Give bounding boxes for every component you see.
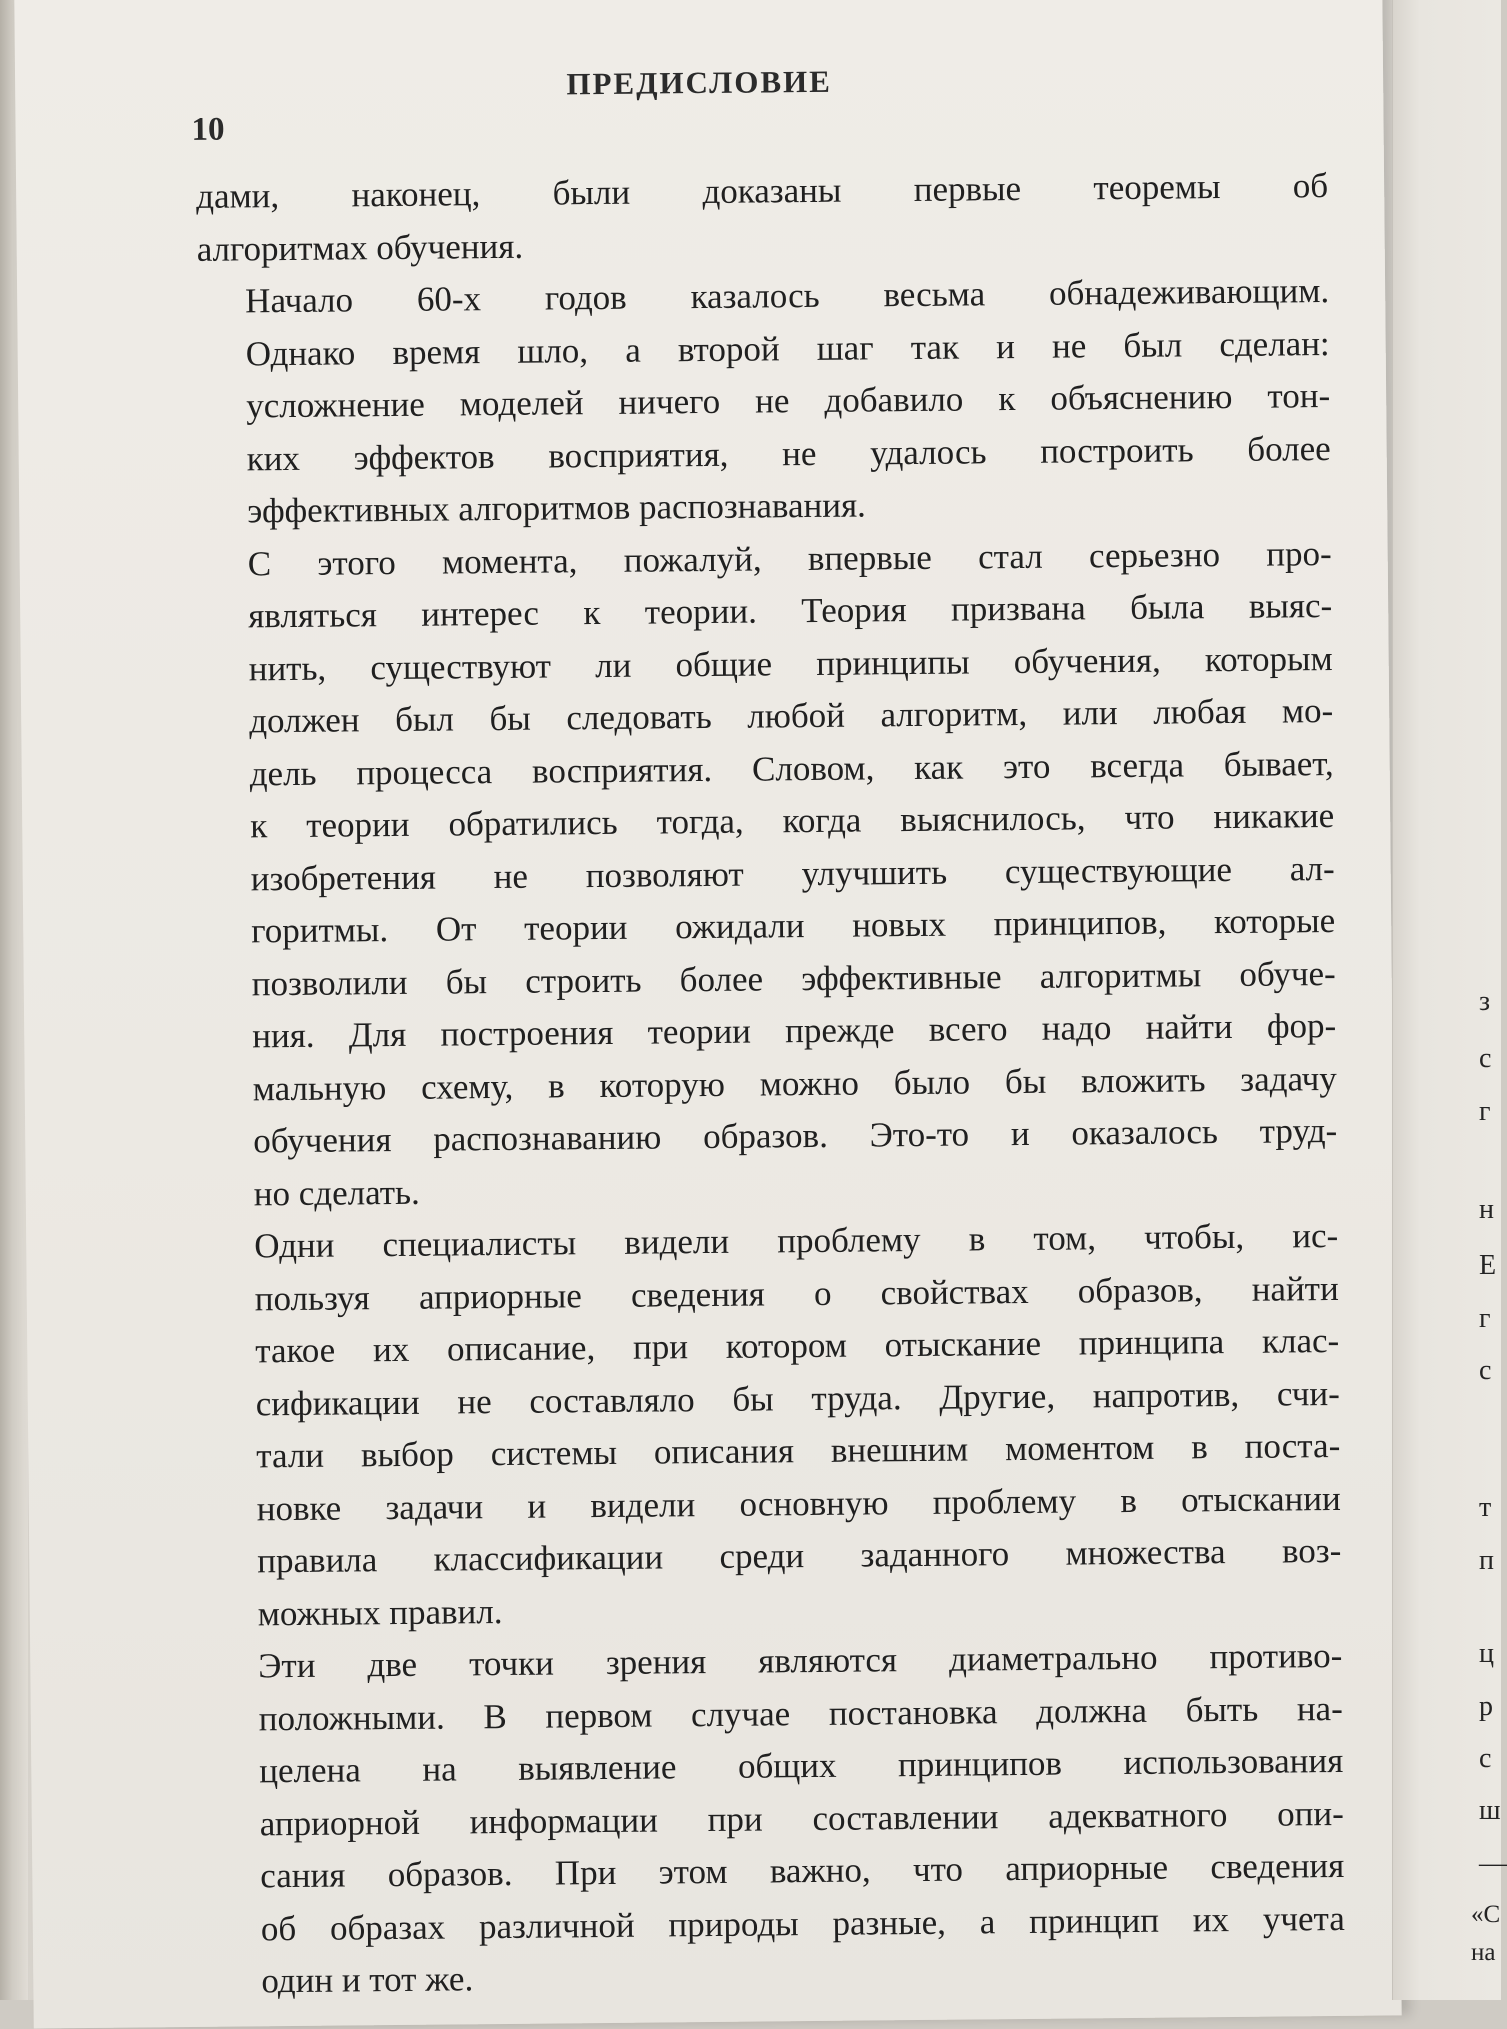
text-line: такое их описание, при котором отыскание принципа клас- [255,1320,1340,1371]
text-line: С этого момента, пожалуй, впервые стал серьезно про- [247,533,1332,583]
text-line: являться интерес к теории. Теория призвана была выяс- [248,585,1333,636]
text-line: новке задачи и видели основную проблему в отыскании [256,1478,1341,1528]
adjacent-page-fragment: з [1479,986,1491,1017]
paragraph-5 [210,1630,1345,2008]
adjacent-page-fragment: на [1471,1939,1496,1966]
text-line: дами, наконец, были доказаны первые теоремы об [196,166,1329,216]
adjacent-page-fragment: н [1479,1194,1494,1225]
adjacent-page-fragment: ш [1479,1795,1501,1826]
adjacent-page-fragment: г [1479,1096,1491,1127]
adjacent-page-edge [1392,0,1507,2000]
adjacent-page-fragment: р [1479,1691,1493,1722]
paragraph-3 [199,527,1337,1220]
text-line: Начало 60-х годов казалось весьма обнадеживающим. [245,271,1330,321]
adjacent-page-fragment: с [1479,1043,1492,1074]
text-line: эффективных алгоритмов распознавания. [247,485,867,531]
text-line: об образах различной природы разные, а принцип их учета [260,1898,1345,1948]
text-line: Одни специалисты видели проблему в том, чтобы, ис- [254,1215,1339,1266]
running-header: ПРЕДИСЛОВИЕ [566,63,833,102]
text-line: позволили бы строить более эффективные алгоритмы обуче- [251,953,1336,1003]
text-line: алгоритмах обучения. [196,226,524,269]
text-line: дель процесса восприятия. Словом, как это всегда бывает, [249,743,1334,793]
text-line: нить, существуют ли общие принципы обучения, которым [248,638,1333,688]
text-line: обучения распознаванию образов. Это-то и оказалось труд- [253,1110,1338,1161]
text-line: к теории обратились тогда, когда выяснилось, что никакие [250,795,1335,846]
text-line: положными. В первом случае постановка должна быть на- [258,1688,1343,1738]
text-line: должен был бы следовать любой алгоритм, или любая мо- [249,690,1334,741]
text-line: целена на выявление общих принципов использования [259,1740,1344,1791]
text-line: изобретения не позволяют улучшить существующие ал- [250,848,1335,898]
adjacent-page-fragment: «С [1471,1901,1501,1928]
paragraph-4 [206,1210,1342,1641]
text-line: горитмы. От теории ожидали новых принципов, которые [251,900,1336,951]
text-line: сификации не составляло бы труда. Другие, напротив, счи- [255,1373,1340,1423]
adjacent-page-fragment: ц [1479,1638,1494,1669]
text-line: можных правил. [257,1591,503,1633]
text-line: Однако время шло, а второй шаг так и не был сделан: [245,323,1330,373]
adjacent-page-fragment: т [1479,1492,1492,1523]
text-line: усложнение моделей ничего не добавило к объяснению тон- [246,376,1331,426]
page-number: 10 [191,111,225,148]
text-line: но сделать. [253,1172,420,1213]
text-line: пользуя априорные сведения о свойствах образов, найти [254,1268,1339,1318]
text-line: правила классификации среди заданного множества воз- [257,1530,1342,1581]
main-text [196,160,1346,2008]
text-line: Эти две точки зрения являются диаметрально противо- [258,1635,1343,1686]
text-line: априорной информации при составлении адекватного опи- [259,1793,1344,1843]
book-page [14,0,1401,2029]
text-line: тали выбор системы описания внешним моментом в поста- [256,1425,1341,1476]
adjacent-page-fragment: — [1479,1848,1507,1879]
text-line: сания образов. При этом важно, что априорные сведения [260,1845,1345,1896]
paragraph-2 [197,265,1331,538]
text-line: мальную схему, в которую можно было бы вложить задачу [252,1058,1337,1108]
adjacent-page-fragment: с [1479,1355,1492,1386]
adjacent-page-fragment: Е [1479,1250,1497,1281]
text-line: ких эффектов восприятия, не удалось построить более [246,428,1331,478]
adjacent-page-fragment: г [1479,1303,1491,1334]
paragraph-1 [196,160,1329,276]
adjacent-page-fragment: с [1479,1743,1492,1774]
text-line: один и тот же. [261,1959,474,2001]
text-line: ния. Для построения теории прежде всего надо найти фор- [252,1005,1337,1056]
adjacent-page-fragment: п [1479,1545,1494,1576]
